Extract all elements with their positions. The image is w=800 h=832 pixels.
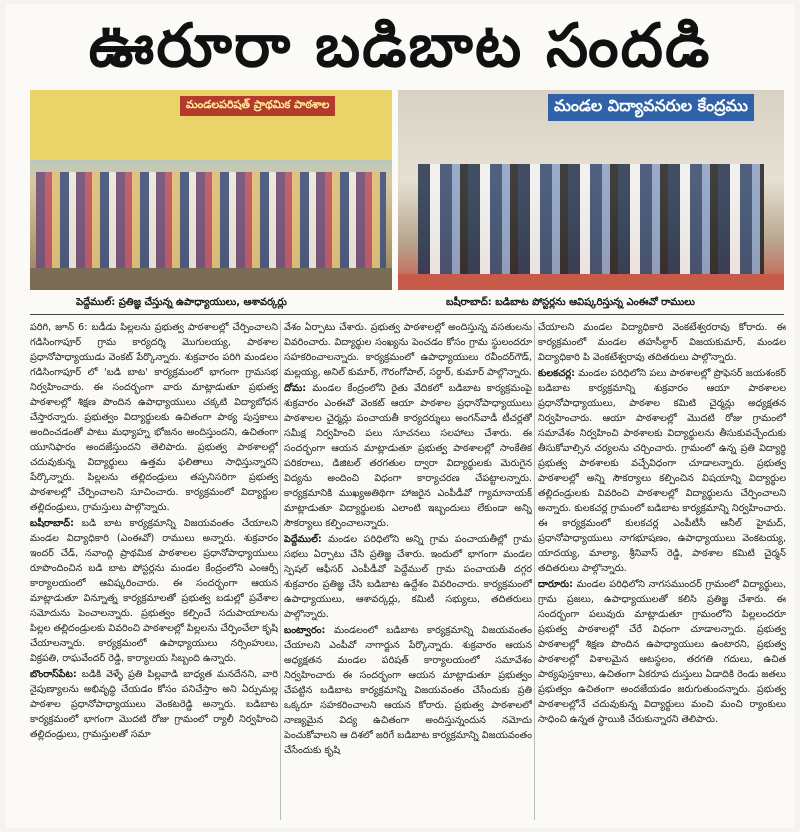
dateline: దోమ: [284,383,307,394]
photo-caption: బషీరాబాద్: బడిబాట పోస్టర్లను ఆవిష్కరిస్తున్న ఎంఈవో రాములు [446,297,695,308]
divider [30,314,784,315]
paragraph-text: మండల కేంద్రంలోని రైతు వేదికలో బడిబాట కార్యక్రమంపై శుక్రవారం ఎంఈవో వెంకట్ ఆయా పాఠశాల ప్రధానోపాధ్యాయులు పాఠశాలల చైర్మన్లు పంచాయతీ కార్యదర్శులు అంగన్‌వాడీ టీచర్లతో సమీక్ష నిర్వహించి పలు సూచనలు సలహాలు చేశారు. ఈ సందర్భంగా ఆయన మాట్లాడుతూ ప్రభుత్వ పాఠశాలల్లో సాంకేతిక పరికరాలు, డిజిటల్ తరగతుల ద్వారా విద్యార్థులకు మెరుగైన విద్యను అందించి విధంగా కార్యాచరణ చేపట్టాలన్నారు. కార్యక్రమానికి ముఖ్యఅతిథిగా హాజరైన ఎంపీడీవో గ్యామానాయక్ మాట్లాడుతూ విద్యార్థులకు ఎలాంటి ఇబ్బందులు లేకుండా అన్ని సౌకర్యాలు కల్పించాలన్నారు. [284,383,532,529]
newspaper-page [6,4,794,828]
paragraph-text: మండల పరిధిలోని అన్ని గ్రామ పంచాయతీల్లో గ్రామ సభలు ఏర్పాటు చేసి ప్రతిజ్ఞ చేశారు. ఇందులో భాగంగా మండల స్పెషల్ ఆఫీసర్ ఎంపీడీవో పెద్దేముల్ గ్రామ పంచాయతీ దగ్గర శుక్రవారం ప్రతిజ్ఞ చేసి బడిబాట ఉద్దేశం వివరించారు. కార్యక్రమంలో ఉపాధ్యాయులు, ఆశావర్కర్లు, కమిటీ సభ్యులు, తదితరులు పాల్గొన్నారు. [284,534,532,620]
article-paragraph [538,577,786,727]
dateline: పెద్దేముల్: [284,534,322,545]
dateline: కులకచర్ల: [538,368,575,379]
column-divider [534,320,535,820]
photo-teachers-pledge [30,90,392,290]
office-sign: మండల విద్యావనరుల కేంద్రము [548,94,754,121]
article-column [30,320,278,820]
article-paragraph [30,667,278,742]
dateline: బొంరాస్‌పేట: [30,669,77,680]
dateline: దారూరు: [538,579,573,590]
article-column [284,320,532,820]
paragraph-text: మండల పరిధిలోని పలు పాఠశాలల్లో ప్రొఫెసర్ జయశంకర్ బడిబాట కార్యక్రమాన్ని శుక్రవారం ఆయా పాఠశాలల ప్రధానోపాధ్యాయులు, పాఠశాల కమిటి చైర్మన్లు అధ్యక్షతన నిర్వహించారు. ఆయా పాఠశాలల్లో మొదటి రోజు గ్రామంలో సమావేశం నిర్వహించి పాఠశాలకు విద్యార్థులను తీసుకువచ్చేందుకు తీసుకోవాల్సిన చర్యలను చర్చించారు. గ్రామంలో ఉన్న ప్రతి విద్యార్థి ప్రభుత్వ పాఠశాలకు వచ్చేవిధంగా చూడాలన్నారు. ప్రభుత్వ పాఠశాలల్లో అన్ని సౌకర్యాలు కల్పించిన విషయాన్ని విద్యార్థుల తల్లిదండ్రులకు వివరించి పాఠశాలల్లో విద్యార్థులను చేర్పించాలని అన్నారు. కులకచర్ల గ్రామంలో బడిబాట కార్యక్రమాన్ని నిర్వహించారు. ఈ కార్యక్రమంలో కులకచర్ల ఎంపీటీసీ ఆనీల్ హైమద్, ప్రధానోపాధ్యాయులు నాగభూషణం, ఉపాధ్యాయులు వెంకటయ్య, యాదయ్య, మాల్యా, శ్రీనివాస్ రెడ్డి, పాఠశాల కమిటి చైర్మన్ తదితరులు పాల్గొన్నారు. [538,368,786,574]
column-divider [280,320,281,820]
paragraph-text: మండల పరిధిలోని నాగసముందర్ గ్రామంలో విద్యార్థులు, గ్రామ ప్రజలు, ఉపాధ్యాయులతో కలిసి ప్రతిజ్ఞ చేశారు. ఈ సందర్భంగా పలువురు మాట్లాడుతూ గ్రామంలోని పిల్లలందరూ ప్రభుత్వ పాఠశాలల్లో చేరే విధంగా చూడాలన్నారు. ప్రభుత్వ పాఠశాలల్లో శిక్షణ పొందిన ఉపాధ్యాయులు ఉంటారని, ప్రభుత్వ పాఠశాలల్లో విశాలమైన ఆటస్థలం, తరగతి గదులు, ఉచిత పాఠ్యపుస్తకాలు, ఉచితంగా ఏకరూప దుస్తులు ఏడాదికి రెండు జతలు ప్రభుత్వం ఉచితంగా అందజేయడం జరుగుతుందన్నారు. ప్రభుత్వ పాఠశాలల్లోనే చదువుకున్న విద్యార్థులు మంచి మంచి ర్యాంకులు సాధించి ఉన్నత స్థాయికి చేరుకున్నారని తెలిపారు. [538,579,786,725]
dateline: బషీరాబాద్: [30,518,74,529]
paragraph-text: పరిగి, జూన్ 6: బడీడు పిల్లలను ప్రభుత్వ పాఠశాలల్లో చేర్పించాలని గడిసింగాపూర్ గ్రామ కార్యదర్శి మొగులయ్య, పాఠశాల ప్రధానోపాధ్యాయుడు వెంకట్ పేర్కొన్నారు. శుక్రవారం పరిగి మండలం గడిసింగాపూర్ లో 'బడి బాట' కార్యక్రమంలో భాగంగా గ్రామసభ నిర్వహించారు. ఈ సందర్భంగా వారు మాట్లాడుతూ ప్రభుత్వ పాఠశాలల్లో శిక్షణ పొందిన ఉపాధ్యాయులు చక్కటి విద్యాబోధన చేస్తారన్నారు. ప్రభుత్వం విద్యార్థులకు ఉచితంగా పాఠ్య పుస్తకాలు అందించడంతో పాటు మధ్యాహ్న భోజనం అందిస్తుందని, ఉచితంగా యూనిఫారం అందజేస్తుందని తెలిపారు. ప్రభుత్వ పాఠశాలల్లో చదువుకున్న విద్యార్థులు ఉత్తమ ఫలితాలు సాధిస్తున్నారని పేర్కొన్నారు. పిల్లలను తల్లిదండ్రులు తప్పనిసరిగా ప్రభుత్వ పాఠశాలల్లో చేర్పించాలని సూచించారు. కార్యక్రమంలో విద్యార్థుల తల్లిదండ్రులు, గ్రామస్తులు పాల్గొన్నారు. [30,322,278,513]
article-paragraph [538,366,786,576]
paragraph-text: మండలంలో బడిబాట కార్యక్రమాన్ని విజయవంతం చేయాలని ఎంపీవో నాగార్జున పేర్కొన్నారు. శుక్రవారం ఆయన అధ్యక్షతన మండల పరిషత్ కార్యాలయంలో సమావేశం నిర్వహించారు ఈ సందర్భంగా ఆయన మాట్లాడుతూ ప్రభుత్వం చేపట్టిన బడిబాట కార్యక్రమాన్ని విజయవంతం చేసేందుకు ప్రతి ఒక్కరూ సహకరించాలని ఆయన కోరారు. ప్రభుత్వ పాఠశాలలో నాణ్యమైన విద్య ఉచితంగా అందిస్తున్నందున నమోదు పెంచుకోవాలని ఆ దిశలో జరిగే బడిబాట కార్యక్రమాన్ని విజయవంతం చేసేందుకు కృషి [284,625,532,756]
school-sign: మండలపరిషత్ ప్రాథమిక పాఠశాల [180,96,335,116]
article-paragraph [538,320,786,365]
photo-poster-launch [398,90,784,290]
article-paragraph [284,532,532,622]
crowd [418,164,764,274]
paragraph-text: వేశం ఏర్పాటు చేశారు. ప్రభుత్వ పాఠశాలల్లో అందిస్తున్న వసతులను వివరించారు. విద్యార్థుల సంఖ్యను పెంచడం కోసం గ్రామ స్థులందరూ సహకరించాలన్నారు. కార్యక్రమంలో ఉపాధ్యాయులు రవీందర్‌గౌడ్, మల్లయ్య, అనిల్ కుమార్, గౌరంగోపాల్, సర్దార్, కుమార్ పాల్గొన్నారు. [284,322,532,378]
article-paragraph [284,623,532,758]
crowd [36,172,386,268]
ground [398,274,784,290]
dateline: బంట్వారం: [284,625,326,636]
article-column [538,320,786,820]
article-paragraph [30,320,278,515]
photo-caption: పెద్దేముల్: ప్రతిజ్ఞ చేస్తున్న ఉపాధ్యాయులు, ఆశావర్కర్లు [76,297,287,308]
article-paragraph [284,381,532,531]
paragraph-text: బడికి వెళ్ళే ప్రతి పిల్లవాడి బాధ్యత మనదేనని, వారి నైపుణ్యాలను అభివృద్ధి చేయడం కోసం పనిచేస్తాం అని ఏర్పుమల్ల పాఠశాల ప్రధానోపాధ్యాయులు వెంకటరెడ్డి అన్నారు. బడిబాట కార్యక్రమంలో భాగంగా మొదటి రోజు గ్రామంలో ర్యాలీ నిర్వహించి తల్లిదండ్రులు, గ్రామస్తులతో సమా [30,669,278,740]
ground [30,268,392,290]
headline: ఊరూరా బడిబాట సందడి [88,11,712,81]
paragraph-text: బడి బాట కార్యక్రమాన్ని విజయవంతం చేయాలని మండల విద్యాధికారి (ఎంఈవో) రాములు అన్నారు. శుక్రవారం ఇందర్ చేడ్, నవాంద్గి ప్రాథమిక పాఠశాలల ప్రధానోపాధ్యాయులు రూపొందించిన బడి బాట పోస్టర్లను మండల కేంద్రంలోని ఎంఆర్సీ కార్యాలయంలో ఆవిష్కరించారు. ఈ సందర్భంగా ఆయన మాట్లాడుతూ విన్నూత్న కార్యక్రమాలతో ప్రభుత్వ బడుల్లో ప్రవేశాల సమోదును పెంచాలన్నారు. ప్రభుత్వం కల్పించే సదుపాయాలను పిల్లల తల్లిదండ్రులకు వివరించి పాఠశాలల్లో పిల్లలను చేర్పించేలా కృషి చేయాలన్నారు. కార్యక్రమంలో ఉపాధ్యాయులు నర్సింహులు, విక్రపతి, రాఘవేందర్ రెడ్డి, కార్యాలయ సిబ్బంది ఉన్నారు. [30,518,278,664]
article-paragraph [30,516,278,666]
paragraph-text: చేయాలని మండల విద్యాధికారి వెంకటేశ్వరరావు కోరారు. ఈ కార్యక్రమంలో మండల తహసీల్దార్ విజయకుమార్, మండల విద్యాధికారి పి వెంకటేశ్వరావు తదితరులు పాల్గొన్నారు. [538,322,786,363]
article-paragraph [284,320,532,380]
